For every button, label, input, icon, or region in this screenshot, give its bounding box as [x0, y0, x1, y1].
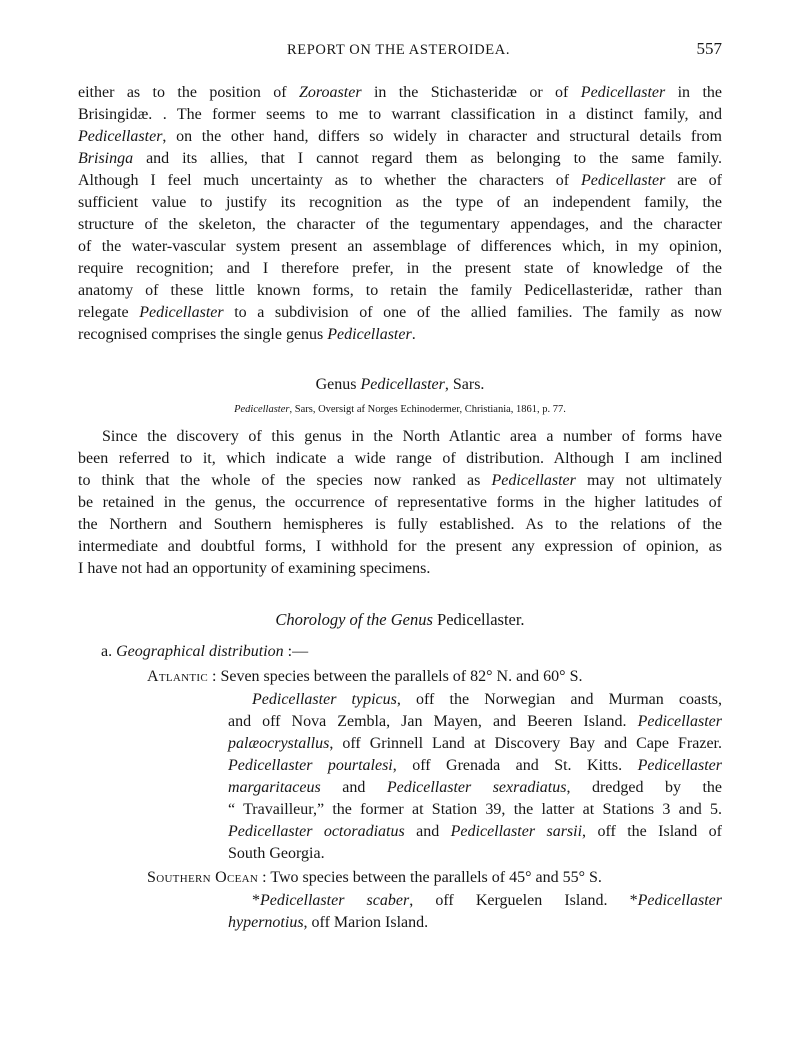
- text-line: been referred to it, which indicate a wide range of distribution. Although I am inclined: [78, 450, 722, 467]
- genus-citation: Pedicellaster, Sars, Oversigt af Norges Echinodermer, Christiania, 1861, p. 77.: [234, 404, 566, 415]
- text-line: relegate Pedicellaster to a subdivision of one of the allied families. The family as now: [78, 304, 723, 321]
- text-line: to think that the whole of the species now ranked as Pedicellaster may not ultimately: [78, 472, 723, 489]
- text-line: I have not had an opportunity of examining specimens.: [78, 560, 431, 577]
- text-line: recognised comprises the single genus Pedicellaster.: [78, 326, 416, 343]
- text-line: Since the discovery of this genus in the North Atlantic area a number of forms have: [102, 428, 722, 445]
- text-line: Pedicellaster pourtalesi, off Grenada and St. Kitts. Pedicellaster: [228, 757, 722, 774]
- chorology-heading: Chorology of the Genus Pedicellaster.: [275, 610, 525, 629]
- text-line: require recognition; and I therefore prefer, in the present state of knowledge of the: [78, 260, 722, 277]
- atlantic-region-label: Atlantic: [147, 668, 208, 685]
- running-title: REPORT ON THE ASTEROIDEA.: [287, 42, 511, 58]
- atlantic-summary: [147, 668, 582, 686]
- genus-heading: Genus Pedicellaster, Sars.: [315, 376, 485, 393]
- text-line: Pedicellaster typicus, off the Norwegian and Murman coasts,: [252, 691, 722, 708]
- text-line: margaritaceus and Pedicellaster sexradiatus, dredged by the: [228, 779, 723, 796]
- text-line: either as to the position of Zoroaster in the Stichasteridæ or of Pedicellaster in the: [78, 84, 723, 101]
- text-line: *Pedicellaster scaber, off Kerguelen Island. *Pedicellaster: [252, 892, 723, 909]
- text-line: “ Travailleur,” the former at Station 39, the latter at Stations 3 and 5.: [228, 801, 722, 818]
- southern-ocean-region-label: Southern Ocean: [147, 869, 259, 886]
- text-line: sufficient value to justify its recognition as the type of an independent family, the: [78, 194, 722, 211]
- text-line: and off Nova Zembla, Jan Mayen, and Beeren Island. Pedicellaster: [228, 713, 722, 730]
- text-line: Brisinga and its allies, that I cannot regard them as belonging to the same family.: [78, 150, 722, 167]
- text-line: South Georgia.: [228, 845, 325, 862]
- intro-paragraph: [78, 82, 722, 346]
- text-line: structure of the skeleton, the character of the tegumentary appendages, and the character: [78, 216, 722, 233]
- geographical-distribution-heading: a. Geographical distribution :—: [101, 643, 309, 660]
- text-line: be retained in the genus, the occurrence of representative forms in the higher latitudes of: [78, 494, 722, 511]
- text-line: the Northern and Southern hemispheres is fully established. As to the relations of the: [78, 516, 722, 533]
- atlantic-summary-text: : Seven species between the parallels of 82° N. and 60° S.: [208, 668, 583, 685]
- southern-ocean-species-list: [228, 890, 722, 934]
- page-number: 557: [696, 39, 722, 58]
- text-line: of the water-vascular system present an assemblage of differences which, in my opinion,: [78, 238, 722, 255]
- southern-ocean-summary: [147, 869, 602, 887]
- page-header: [0, 39, 800, 64]
- southern-ocean-summary-text: : Two species between the parallels of 45° and 55° S.: [258, 869, 602, 886]
- genus-paragraph: [78, 426, 722, 580]
- atlantic-species-list: [228, 689, 722, 865]
- text-line: Pedicellaster, on the other hand, differs so widely in character and structural details from: [78, 128, 722, 145]
- text-line: anatomy of these little known forms, to retain the family Pedicellasteridæ, rather than: [78, 282, 722, 299]
- text-line: intermediate and doubtful forms, I withhold for the present any expression of opinion, as: [78, 538, 722, 555]
- text-line: Brisingidæ. . The former seems to me to warrant classification in a distinct family, and: [78, 106, 722, 123]
- text-line: hypernotius, off Marion Island.: [228, 914, 429, 931]
- text-line: Although I feel much uncertainty as to whether the characters of Pedicellaster are of: [78, 172, 723, 189]
- text-line: palæocrystallus, off Grinnell Land at Discovery Bay and Cape Frazer.: [228, 735, 722, 752]
- text-line: Pedicellaster octoradiatus and Pedicellaster sarsii, off the Island of: [228, 823, 722, 840]
